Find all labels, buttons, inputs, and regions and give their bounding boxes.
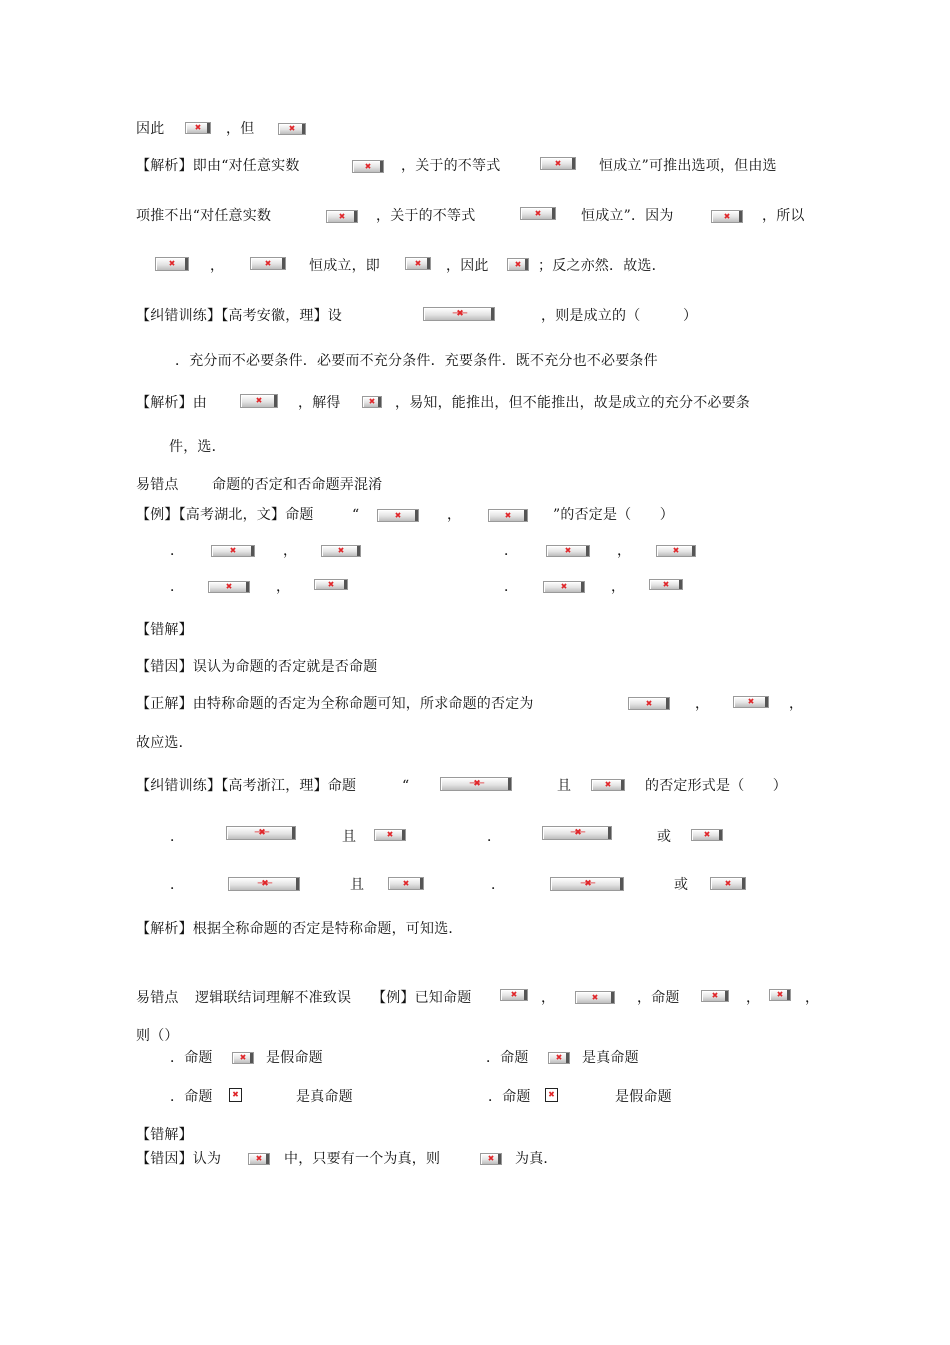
text: ， — [695, 696, 710, 712]
broken-image-icon — [388, 877, 424, 890]
text: 【错解】 — [136, 622, 193, 638]
broken-image-icon — [374, 829, 406, 841]
text: 【正解】由特称命题的否定为全称命题可知，所求命题的否定为 — [136, 696, 534, 712]
text: 恒成立”可推出选项，但由选 — [599, 158, 777, 174]
broken-image-icon — [520, 207, 556, 220]
text: 是真命题 — [296, 1089, 353, 1105]
broken-image-icon — [278, 123, 306, 135]
text: 【纠错训练】【高考安徽，理】设 — [136, 308, 342, 324]
text: 项推不出“对任意实数 — [136, 208, 272, 224]
text: 【解析】即由“对任意实数 — [136, 158, 300, 174]
broken-image-icon — [232, 1052, 254, 1064]
broken-image-icon — [542, 826, 612, 840]
text: ． — [170, 543, 185, 559]
broken-image-icon — [321, 545, 361, 557]
text: ． — [504, 543, 519, 559]
text: ， — [789, 696, 804, 712]
broken-image-icon — [362, 396, 382, 408]
broken-image-icon — [548, 1052, 570, 1064]
text: ，关于的不等式 — [376, 208, 476, 224]
text: 【错因】认为 — [136, 1151, 222, 1167]
text: 【例】已知命题 — [372, 990, 472, 1006]
text: ，所以 — [762, 208, 805, 224]
text: 【纠错训练】【高考浙江，理】命题 — [136, 778, 357, 794]
text: “ — [402, 778, 410, 794]
text: 中，只要有一个为真，则 — [284, 1151, 441, 1167]
broken-image-icon — [540, 157, 576, 170]
broken-image-icon — [377, 509, 419, 522]
broken-image-icon — [240, 394, 278, 408]
text: 且 — [342, 829, 357, 845]
text: ， — [541, 990, 556, 1006]
text: 【错因】误认为命题的否定就是否命题 — [136, 659, 378, 675]
broken-image-icon — [691, 829, 723, 841]
broken-image-icon — [710, 877, 746, 890]
text: 则（） — [136, 1028, 179, 1044]
text: ． — [504, 579, 519, 595]
broken-image-icon — [656, 545, 696, 557]
text: 【解析】由 — [136, 395, 207, 411]
broken-image-icon — [352, 160, 384, 173]
broken-image-icon — [250, 257, 286, 270]
broken-image-icon — [480, 1153, 502, 1165]
text: 件，选． — [169, 439, 226, 455]
text: 逻辑联结词理解不准致误 — [195, 990, 352, 1006]
text: ”的否定是（ ） — [553, 507, 674, 523]
text: ， — [276, 579, 291, 595]
broken-image-icon — [711, 210, 743, 223]
text: ． — [170, 579, 185, 595]
broken-image-icon — [155, 257, 189, 271]
text: ，解得 — [298, 395, 341, 411]
text: “ — [352, 507, 360, 523]
broken-image-icon — [314, 579, 348, 590]
broken-image-icon — [507, 258, 529, 271]
text: 或 — [657, 829, 672, 845]
text: 的否定形式是（ ） — [645, 778, 787, 794]
text: 恒成立，即 — [309, 258, 380, 274]
text: 易错点 — [136, 477, 179, 493]
broken-image-icon — [229, 1088, 242, 1102]
text: ， — [805, 990, 820, 1006]
text: 易错点 — [136, 990, 179, 1006]
text: 且 — [350, 877, 365, 893]
broken-image-icon — [208, 581, 250, 593]
broken-image-icon — [628, 697, 670, 710]
text: ．命题 — [170, 1089, 213, 1105]
text: ，命题 — [637, 990, 680, 1006]
text: ． — [170, 877, 185, 893]
text: ，则是成立的（ ） — [541, 308, 698, 324]
text: 为真． — [515, 1151, 558, 1167]
text: ， — [611, 579, 626, 595]
broken-image-icon — [248, 1153, 270, 1165]
text: ；反之亦然．故选． — [538, 258, 666, 274]
broken-image-icon — [543, 581, 585, 593]
broken-image-icon — [405, 257, 431, 270]
text: ，易知，能推出，但不能推出，故是成立的充分不必要条 — [395, 395, 750, 411]
text: 是真命题 — [582, 1050, 639, 1066]
text: 【解析】根据全称命题的否定是特称命题，可知选． — [136, 921, 463, 937]
broken-image-icon — [769, 989, 791, 1001]
broken-image-icon — [701, 990, 729, 1002]
text: ， — [447, 507, 462, 523]
broken-image-icon — [211, 545, 255, 557]
broken-image-icon — [500, 989, 528, 1001]
text: ． — [170, 829, 185, 845]
text: ．充分而不必要条件．必要而不充分条件．充要条件．既不充分也不必要条件 — [175, 353, 658, 369]
text: ．命题 — [486, 1050, 529, 1066]
broken-image-icon — [575, 991, 615, 1004]
text: ， — [617, 543, 632, 559]
broken-image-icon — [185, 122, 211, 134]
broken-image-icon — [326, 210, 358, 223]
text: ．命题 — [488, 1089, 531, 1105]
text: 【错解】 — [136, 1127, 193, 1143]
broken-image-icon — [546, 545, 590, 557]
broken-image-icon — [423, 307, 495, 321]
text: 或 — [674, 877, 689, 893]
text: ． — [487, 829, 502, 845]
text: ， — [746, 990, 761, 1006]
text: 是假命题 — [266, 1050, 323, 1066]
broken-image-icon — [226, 826, 296, 840]
text: ． — [491, 877, 506, 893]
broken-image-icon — [228, 877, 300, 891]
text: 恒成立”．因为 — [581, 208, 674, 224]
text: 且 — [557, 778, 572, 794]
text: 命题的否定和否命题弄混淆 — [212, 477, 383, 493]
text: 因此 — [136, 121, 165, 137]
text: 【例】【高考湖北，文】命题 — [136, 507, 314, 523]
text: ，关于的不等式 — [401, 158, 501, 174]
broken-image-icon — [733, 696, 769, 708]
broken-image-icon — [591, 779, 625, 791]
text: ．命题 — [170, 1050, 213, 1066]
text: ， — [283, 543, 298, 559]
text: ，但 — [226, 121, 255, 137]
text: 故应选． — [136, 735, 193, 751]
text: 是假命题 — [615, 1089, 672, 1105]
broken-image-icon — [488, 509, 528, 522]
broken-image-icon — [440, 777, 512, 791]
broken-image-icon — [550, 877, 624, 891]
broken-image-icon — [545, 1088, 558, 1102]
text: ，因此 — [446, 258, 489, 274]
broken-image-icon — [649, 579, 683, 590]
text: ， — [210, 258, 225, 274]
